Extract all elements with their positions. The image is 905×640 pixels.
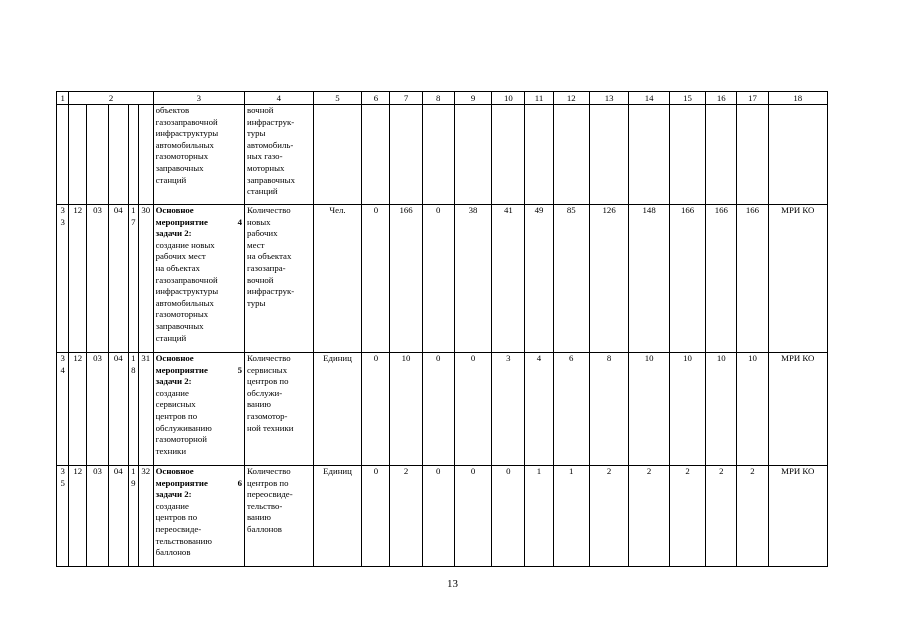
value-cell [362, 105, 390, 205]
indicator-line: ванию [247, 512, 271, 523]
header-cell: 3 [153, 92, 244, 105]
row-number-cell: 33 [57, 205, 69, 353]
executor-cell: МРИ КО [768, 205, 827, 353]
indicator-line: вочной [247, 105, 274, 115]
description-line: газозаправочной [155, 116, 218, 127]
header-cell: 13 [589, 92, 628, 105]
value-cell: 0 [454, 466, 491, 567]
indicator-line: Количество [247, 466, 291, 476]
value-cell [454, 105, 491, 205]
description-cell [153, 353, 244, 466]
description-line: создание [155, 500, 189, 511]
code-cell [139, 105, 154, 205]
value-cell: 2 [629, 466, 670, 567]
unit-cell: Единиц [313, 466, 362, 567]
value-cell: 8 [589, 353, 628, 466]
indicator-line: новых [247, 216, 271, 227]
code-cell: 12 [69, 205, 87, 353]
indicator-line: моторных [247, 162, 285, 173]
table-row [57, 353, 828, 466]
header-cell: 6 [362, 92, 390, 105]
row-number-cell [57, 105, 69, 205]
code-cell: 04 [108, 466, 128, 567]
code-cell: 31 [139, 353, 154, 466]
indicator-line: газомотор- [247, 410, 288, 421]
value-cell: 1 [553, 466, 589, 567]
description-line: станций [155, 174, 187, 185]
indicator-line: туры [247, 128, 266, 139]
value-cell [669, 105, 705, 205]
code-cell: 12 [69, 466, 87, 567]
code-cell [128, 105, 138, 205]
description-line: техники [155, 445, 187, 456]
value-cell: 10 [629, 353, 670, 466]
header-cell: 10 [492, 92, 525, 105]
value-cell: 2 [706, 466, 737, 567]
executor-cell [768, 105, 827, 205]
description-cell [153, 466, 244, 567]
value-cell: 166 [669, 205, 705, 353]
value-cell [629, 105, 670, 205]
indicator-line: станций [247, 186, 278, 197]
description-line: центров по [155, 512, 198, 523]
header-cell: 9 [454, 92, 491, 105]
value-cell: 166 [737, 205, 768, 353]
header-cell: 8 [422, 92, 454, 105]
row-number-cell: 35 [57, 466, 69, 567]
value-cell [492, 105, 525, 205]
description-line: сервисных [155, 399, 196, 410]
header-cell: 4 [245, 92, 314, 105]
value-cell: 0 [362, 205, 390, 353]
description-line: баллонов [155, 547, 191, 558]
value-cell [553, 105, 589, 205]
value-cell [737, 105, 768, 205]
indicator-line: центров по [247, 376, 289, 387]
description-title: Основное мероприятие 4 задачи 2: [155, 205, 243, 239]
indicator-line: обслужи- [247, 387, 283, 398]
description-line: инфраструктуры [155, 128, 219, 139]
description-line: инфраструктуры [155, 286, 219, 297]
description-line: газомоторной [155, 434, 207, 445]
code-cell: 18 [128, 353, 138, 466]
indicator-line: Количество [247, 205, 291, 215]
indicator-line: Количество [247, 353, 291, 363]
value-cell: 10 [737, 353, 768, 466]
value-cell: 2 [589, 466, 628, 567]
value-cell: 38 [454, 205, 491, 353]
header-cell: 1 [57, 92, 69, 105]
description-cell [153, 105, 244, 205]
indicator-line: вочной [247, 274, 274, 285]
value-cell: 4 [525, 353, 553, 466]
description-line: станций [155, 332, 187, 343]
value-cell: 0 [362, 353, 390, 466]
description-line: автомобильных [155, 297, 214, 308]
description-line: заправочных [155, 320, 204, 331]
description-line: рабочих мест [155, 251, 206, 262]
header-cell: 14 [629, 92, 670, 105]
value-cell: 0 [492, 466, 525, 567]
value-cell: 0 [362, 466, 390, 567]
unit-cell: Единиц [313, 353, 362, 466]
description-line: центров по [155, 410, 198, 421]
unit-cell [313, 105, 362, 205]
code-cell: 32 [139, 466, 154, 567]
indicator-line: инфраструк- [247, 116, 295, 127]
code-cell [69, 105, 87, 205]
value-cell: 2 [390, 466, 422, 567]
indicator-line: ной техники [247, 422, 294, 433]
value-cell: 6 [553, 353, 589, 466]
value-cell [589, 105, 628, 205]
code-cell: 03 [87, 353, 109, 466]
indicator-line: тельство- [247, 500, 283, 511]
description-line: газозаправочной [155, 274, 218, 285]
value-cell: 126 [589, 205, 628, 353]
value-cell: 0 [422, 466, 454, 567]
description-line: тельствованию [155, 535, 212, 546]
code-cell: 03 [87, 466, 109, 567]
table-row [57, 105, 828, 205]
header-cell: 18 [768, 92, 827, 105]
executor-cell: МРИ КО [768, 466, 827, 567]
indicator-line: переосвиде- [247, 489, 293, 500]
code-cell: 04 [108, 205, 128, 353]
value-cell [422, 105, 454, 205]
value-cell: 2 [737, 466, 768, 567]
unit-cell: Чел. [313, 205, 362, 353]
indicator-line: инфраструк- [247, 286, 295, 297]
header-cell: 17 [737, 92, 768, 105]
value-cell: 2 [669, 466, 705, 567]
description-title: Основное мероприятие 5 задачи 2: [155, 353, 243, 387]
description-line: газомоторных [155, 151, 209, 162]
value-cell: 0 [422, 353, 454, 466]
indicator-line: заправочных [247, 174, 295, 185]
header-cell: 5 [313, 92, 362, 105]
header-cell: 16 [706, 92, 737, 105]
indicator-line: ванию [247, 399, 271, 410]
description-cell [153, 205, 244, 353]
description-line: газомоторных [155, 309, 209, 320]
executor-cell: МРИ КО [768, 353, 827, 466]
header-cell: 15 [669, 92, 705, 105]
code-cell: 19 [128, 466, 138, 567]
value-cell: 10 [669, 353, 705, 466]
indicator-line: ных газо- [247, 151, 283, 162]
value-cell: 41 [492, 205, 525, 353]
header-cell: 11 [525, 92, 553, 105]
code-cell: 03 [87, 205, 109, 353]
description-line: автомобильных [155, 139, 214, 150]
value-cell: 85 [553, 205, 589, 353]
code-cell: 04 [108, 353, 128, 466]
value-cell: 49 [525, 205, 553, 353]
value-cell: 166 [390, 205, 422, 353]
indicators-table [56, 91, 828, 567]
indicator-line: мест [247, 239, 265, 250]
description-line: объектов [155, 105, 190, 115]
value-cell: 10 [390, 353, 422, 466]
indicator-line: туры [247, 297, 266, 308]
header-cell: 7 [390, 92, 422, 105]
indicator-line: автомобиль- [247, 139, 294, 150]
indicator-cell [245, 466, 314, 567]
indicator-line: газозапра- [247, 262, 286, 273]
header-cell: 2 [69, 92, 153, 105]
description-line: на объектах [155, 262, 200, 273]
header-cell: 12 [553, 92, 589, 105]
row-number-cell: 34 [57, 353, 69, 466]
description-line: переосвиде- [155, 523, 202, 534]
indicator-cell [245, 353, 314, 466]
description-line: создание [155, 387, 189, 398]
description-title: Основное мероприятие 6 задачи 2: [155, 466, 243, 500]
indicator-cell [245, 205, 314, 353]
indicator-line: сервисных [247, 364, 288, 375]
code-cell [108, 105, 128, 205]
indicator-line: рабочих [247, 228, 278, 239]
indicator-line: на объектах [247, 251, 292, 262]
code-cell: 17 [128, 205, 138, 353]
value-cell: 148 [629, 205, 670, 353]
indicator-line: центров по [247, 477, 289, 488]
value-cell: 3 [492, 353, 525, 466]
code-cell: 12 [69, 353, 87, 466]
description-line: обслуживанию [155, 422, 212, 433]
description-line: заправочных [155, 162, 204, 173]
value-cell: 0 [422, 205, 454, 353]
indicator-cell [245, 105, 314, 205]
value-cell [706, 105, 737, 205]
value-cell: 10 [706, 353, 737, 466]
description-line: создание новых [155, 239, 215, 250]
table-row [57, 466, 828, 567]
indicator-line: баллонов [247, 523, 282, 534]
value-cell: 1 [525, 466, 553, 567]
value-cell [390, 105, 422, 205]
value-cell: 166 [706, 205, 737, 353]
code-cell: 30 [139, 205, 154, 353]
table-row [57, 205, 828, 353]
code-cell [87, 105, 109, 205]
page-number: 13 [447, 578, 458, 590]
value-cell: 0 [454, 353, 491, 466]
value-cell [525, 105, 553, 205]
header-row [57, 92, 828, 105]
